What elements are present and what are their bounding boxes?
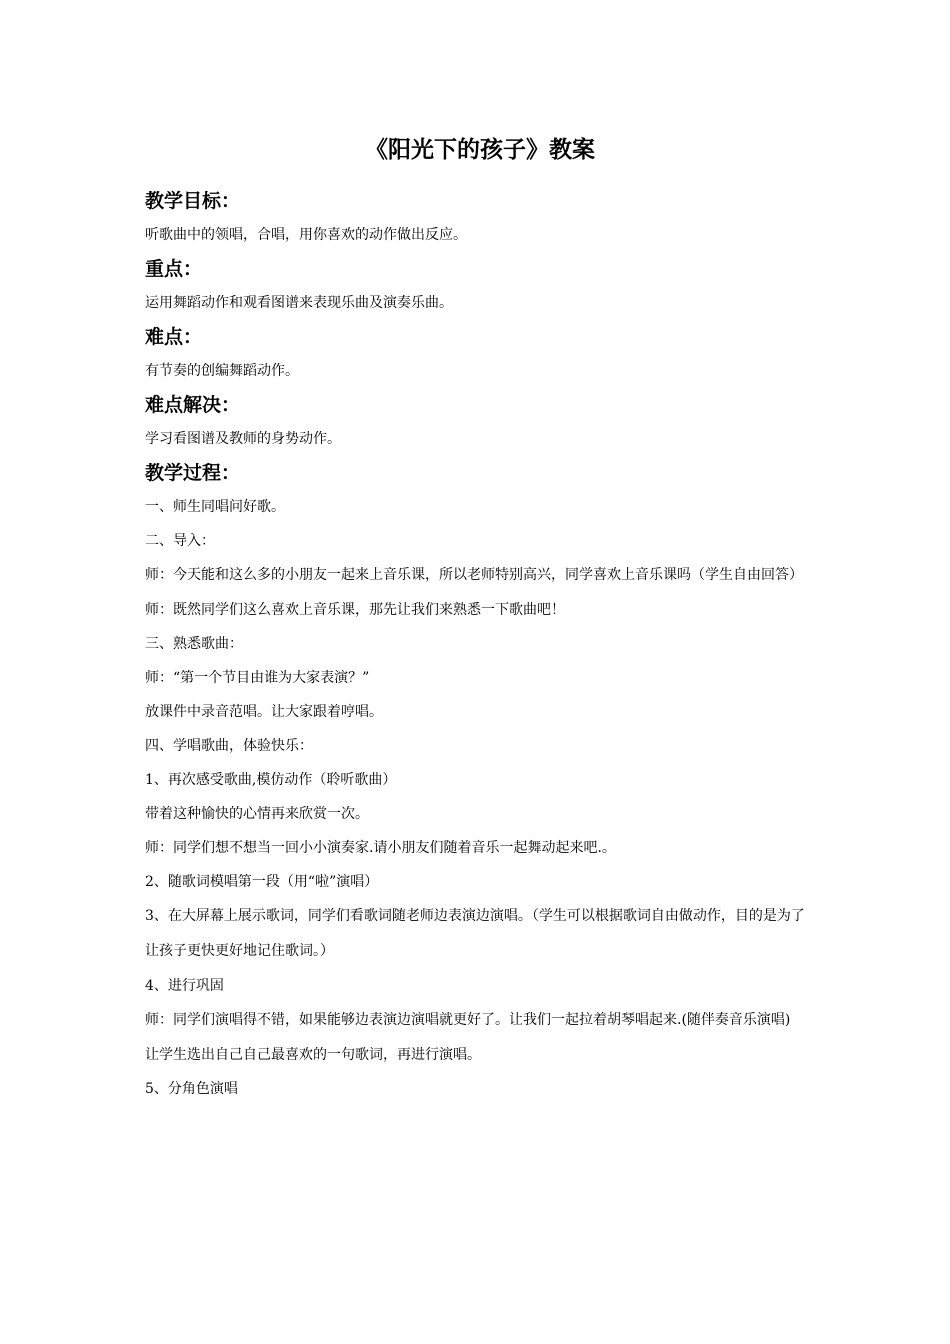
process-paragraph: 3、在大屏幕上展示歌词，同学们看歌词随老师边表演边演唱。（学生可以根据歌词自由做动作，目的是为了让孩子更快更好地记住歌词。）	[145, 908, 805, 959]
difficulty-solution-text: 学习看图谱及教师的身势动作。	[145, 431, 341, 447]
difficulty-text: 有节奏的创编舞蹈动作。	[145, 363, 299, 379]
heading-difficulty-solution: 难点解决：	[145, 394, 241, 416]
heading-difficulty: 难点：	[145, 326, 203, 348]
process-paragraph: 2、随歌词模唱第一段（用“啦”演唱）	[145, 874, 379, 890]
process-paragraph: 4、进行巩固	[145, 978, 224, 994]
process-paragraph: 师：既然同学们这么喜欢上音乐课，那先让我们来熟悉一下歌曲吧！	[145, 602, 565, 618]
process-paragraph: 三、熟悉歌曲：	[145, 636, 243, 652]
process-paragraph: 师：“第一个节目由谁为大家表演？”	[145, 670, 370, 686]
process-paragraph: 放课件中录音范唱。让大家跟着哼唱。	[145, 704, 383, 720]
process-paragraph: 师：今天能和这么多的小朋友一起来上音乐课，所以老师特别高兴，同学喜欢上音乐课吗（学生自由回答）	[145, 567, 803, 583]
heading-teaching-process: 教学过程：	[145, 462, 241, 484]
process-paragraph: 师：同学们想不想当一回小小演奏家.请小朋友们随着音乐一起舞动起来吧.。	[145, 840, 616, 856]
process-paragraph: 一、师生同唱问好歌。	[145, 499, 285, 515]
process-paragraph: 1、再次感受歌曲,模仿动作（聆听歌曲）	[145, 772, 397, 788]
process-paragraph: 让学生选出自己自己最喜欢的一句歌词，再进行演唱。	[145, 1047, 481, 1063]
document-title: 《阳光下的孩子》教案	[365, 137, 595, 163]
process-paragraph: 5、分角色演唱	[145, 1081, 238, 1097]
process-paragraph: 师：同学们演唱得不错，如果能够边表演边演唱就更好了。让我们一起拉着胡琴唱起来.(随伴奏音乐演唱)	[145, 1012, 791, 1028]
heading-key-point: 重点：	[145, 258, 203, 280]
process-paragraph: 带着这种愉快的心情再来欣赏一次。	[145, 806, 369, 822]
document-page	[145, 130, 815, 1106]
key-point-text: 运用舞蹈动作和观看图谱来表现乐曲及演奏乐曲。	[145, 295, 453, 311]
process-paragraph: 二、导入：	[145, 533, 215, 549]
process-paragraph: 四、学唱歌曲，体验快乐：	[145, 738, 313, 754]
teaching-goal-text: 听歌曲中的领唱，合唱，用你喜欢的动作做出反应。	[145, 227, 467, 243]
heading-teaching-goal: 教学目标：	[145, 190, 241, 212]
